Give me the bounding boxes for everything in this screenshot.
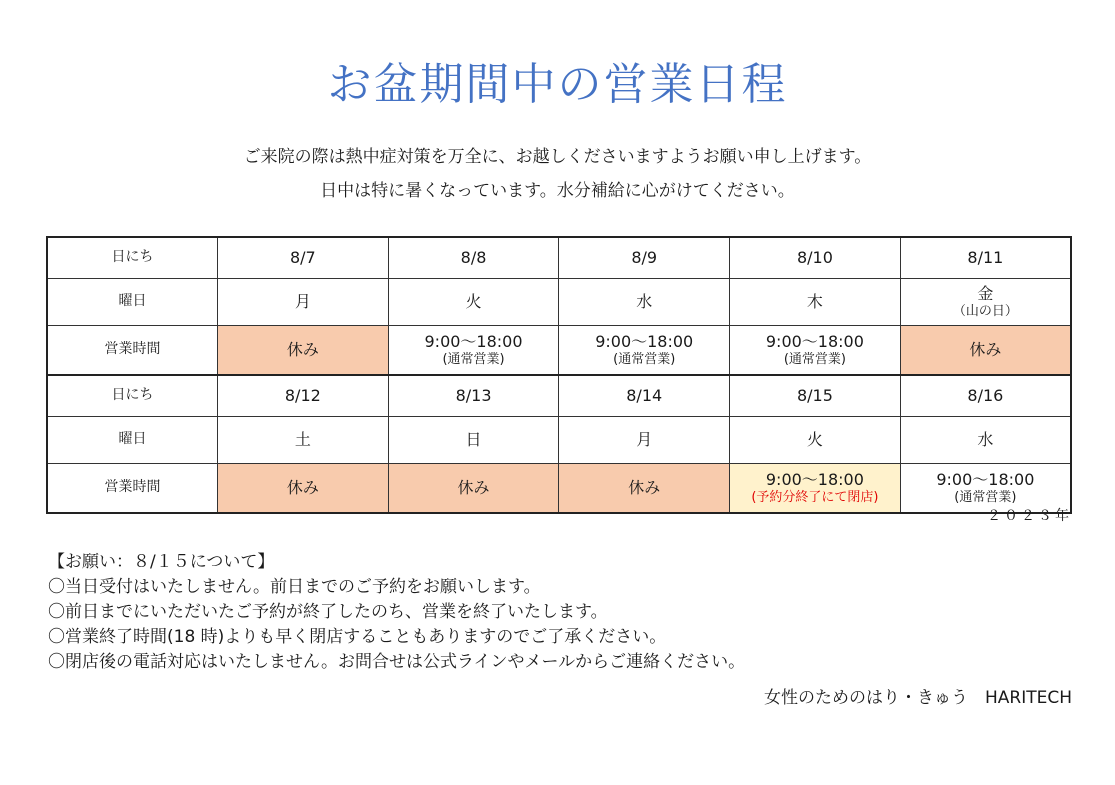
- table-row-hours-week1: [47, 326, 1071, 376]
- table-row-hours-week2: [47, 464, 1071, 514]
- day-cell: 木: [730, 279, 901, 326]
- year-label: ２０２３年: [987, 508, 1072, 524]
- holiday-note: （山の日）: [952, 303, 1018, 319]
- date-cell: 8/7: [218, 237, 389, 279]
- day-cell: 土: [218, 417, 389, 464]
- hours-time: 9:00～18:00: [765, 469, 864, 489]
- notes-section: [48, 550, 745, 675]
- hours-cell-closed: 休み: [388, 464, 559, 514]
- hours-cell-closed: 休み: [218, 326, 389, 376]
- hours-time: 9:00～18:00: [595, 331, 694, 351]
- day-cell: 月: [559, 417, 730, 464]
- hours-cell-closed: 休み: [900, 326, 1071, 376]
- page-title: お盆期間中の営業日程: [327, 59, 788, 110]
- date-cell: 8/16: [900, 375, 1071, 417]
- date-cell: 8/10: [730, 237, 901, 279]
- day-cell: 火: [388, 279, 559, 326]
- note-item: 〇営業終了時間(18 時)よりも早く閉店することもありますのでご了承ください。: [48, 627, 667, 647]
- row-label-date: 日にち: [47, 375, 218, 417]
- hours-note-warning: (予約分終了にて閉店): [751, 489, 879, 505]
- hours-cell: [730, 326, 901, 376]
- row-label-hours: 営業時間: [47, 464, 218, 514]
- hours-cell: [559, 326, 730, 376]
- notes-heading: 【お願い：８/１５について】: [48, 552, 275, 572]
- date-cell: 8/14: [559, 375, 730, 417]
- row-label-day: 曜日: [47, 279, 218, 326]
- day-cell: 月: [218, 279, 389, 326]
- date-cell: 8/8: [388, 237, 559, 279]
- day-cell: 水: [900, 417, 1071, 464]
- date-cell: 8/13: [388, 375, 559, 417]
- note-item: 〇前日までにいただいたご予約が終了したのち、営業を終了いたします。: [48, 602, 608, 622]
- hours-note: (通常営業): [783, 351, 846, 367]
- table-row-date-week1: [47, 237, 1071, 279]
- hours-time: 9:00～18:00: [765, 331, 864, 351]
- day-cell-holiday: [900, 279, 1071, 326]
- hours-cell-closed: 休み: [218, 464, 389, 514]
- intro-line-2: 日中は特に暑くなっています。水分補給に心がけてください。: [320, 181, 795, 201]
- hours-time: 9:00～18:00: [936, 469, 1035, 489]
- day-cell: 日: [388, 417, 559, 464]
- note-item: 〇閉店後の電話対応はいたしません。お問合せは公式ラインやメールからご連絡ください。: [48, 652, 746, 672]
- schedule-table: [46, 236, 1072, 514]
- hours-cell: [388, 326, 559, 376]
- date-cell: 8/9: [559, 237, 730, 279]
- date-cell: 8/12: [218, 375, 389, 417]
- hours-time: 9:00～18:00: [424, 331, 523, 351]
- day-cell: 火: [730, 417, 901, 464]
- date-cell: 8/15: [730, 375, 901, 417]
- table-row-date-week2: [47, 375, 1071, 417]
- intro-line-1: ご来院の際は熱中症対策を万全に、お越しくださいますようお願い申し上げます。: [243, 147, 872, 167]
- table-row-day-week1: [47, 279, 1071, 326]
- hours-note: (通常営業): [613, 351, 676, 367]
- hours-cell-closed: 休み: [559, 464, 730, 514]
- day-cell: 水: [559, 279, 730, 326]
- day-name: 金: [977, 283, 994, 303]
- clinic-name: 女性のためのはり・きゅう HARITECH: [763, 688, 1072, 708]
- table-row-day-week2: [47, 417, 1071, 464]
- date-cell: 8/11: [900, 237, 1071, 279]
- hours-note: (通常営業): [954, 489, 1017, 505]
- hours-note: (通常営業): [442, 351, 505, 367]
- row-label-hours: 営業時間: [47, 326, 218, 376]
- row-label-date: 日にち: [47, 237, 218, 279]
- hours-cell-special: [730, 464, 901, 514]
- row-label-day: 曜日: [47, 417, 218, 464]
- note-item: 〇当日受付はいたしません。前日までのご予約をお願いします。: [48, 577, 541, 597]
